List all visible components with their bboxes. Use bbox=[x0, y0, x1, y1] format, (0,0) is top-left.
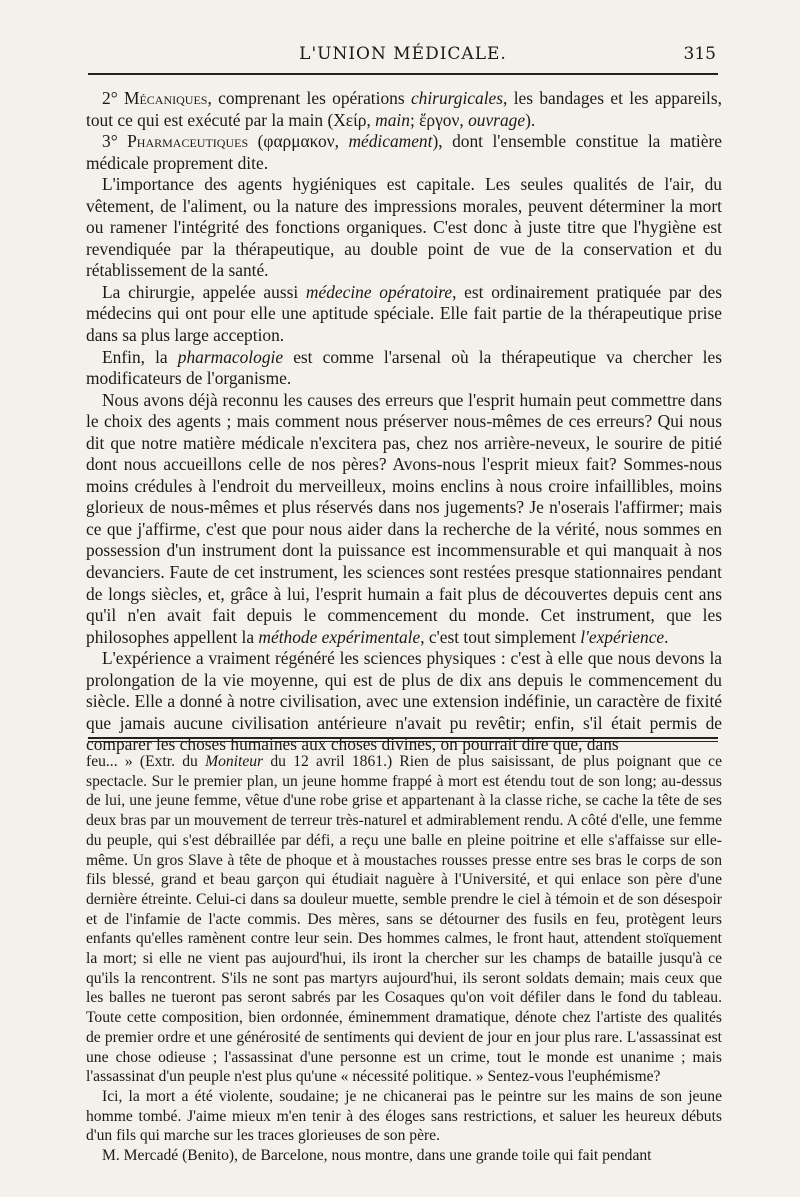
header-rule bbox=[88, 73, 718, 75]
paragraph-pharmaceutiques: 3° Pharmaceutiques (φαρμακον, médicament), dont l'ensemble constitue la matière médicale proprement dite. bbox=[86, 131, 722, 173]
page-number: 315 bbox=[683, 44, 716, 64]
paragraph-mecaniques: 2° Mécaniques, comprenant les opérations chirurgicales, les bandages et les appareils, tout ce qui est exécuté par la main (Χείρ, main; ἔργον, ouvrage). bbox=[86, 88, 722, 130]
running-title: L'UNION MÉDICALE. bbox=[299, 44, 507, 64]
footnote-paragraph: Ici, la mort a été violente, soudaine; je ne chicanerai pas le peintre sur les mains de son jeune homme tombé. J'aime mieux m'en tenir à des éloges sans restrictions, et saluer les heureux débuts d'un fils qui marche sur les traces glorieuses de son père. bbox=[86, 1087, 722, 1145]
item-heading: Mécaniques bbox=[123, 88, 208, 108]
paragraph-experience: L'expérience a vraiment régénéré les sciences physiques : c'est à elle que nous devons la prolongation de la vie moyenne, qui est de plus de dix ans depuis le commencement du siècle. Elle a donné à notre civilisation, avec une extension indéfinie, un caractère de fixité que jamais aucune civilisation antérieure n'avait pu revêtir; enfin, s'il était permis de comparer les choses humaines aux choses divines, on pourrait dire que, dans bbox=[86, 648, 722, 755]
footnote-rule bbox=[88, 737, 718, 742]
footnote-text bbox=[86, 752, 722, 1166]
footnote-paragraph: feu... » (Extr. du Moniteur du 12 avril 1861.) Rien de plus saisissant, de plus poignant que ce spectacle. Sur le premier plan, un jeune homme frappé à mort est étendu tout de son long; au-dessus de lui, une jeune femme, vêtue d'une robe grise et appartenant à la classe riche, se cache la tête de ses deux bras par un mouvement de terreur très-naturel et admirablement rendu. A côté d'elle, une femme du peuple, qui s'est débraillée par défi, a reçu une balle en pleine poitrine et elle s'affaisse sur elle-même. Un gros Slave à tête de phoque et à moustaches rousses presse entre ses bras le corps de son fils blessé, grand et beau garçon qui étudiait naguère à l'Université, et qui enlace son père d'une dernière étreinte. Celui-ci dans sa douleur muette, semble prendre le ciel à témoin et de son désespoir et de l'infamie de l'acte commis. Des mères, sans se détourner des fusils en feu, protègent leurs enfants qu'elles ramènent contre leur sein. Des hommes calmes, le front haut, attendent stoïquement la mort; si elle ne vient pas aujourd'hui, ils iront la chercher sur les champs de bataille jusqu'à ce qu'ils la rencontrent. S'ils ne sont pas martyrs aujourd'hui, ils seront soldats demain; mais ceux que les balles ne tueront pas seront sabrés par les Cosaques qu'on voit défiler dans le fond du tableau. Toute cette composition, bien ordonnée, éminemment dramatique, dénote chez l'artiste des qualités de premier ordre et une générosité de sentiments qui devient de jour en jour plus rare. L'assassinat est une chose odieuse ; l'assassinat d'une personne est un crime, tout le monde est unanime ; mais l'assassinat d'un peuple n'est plus qu'une « nécessité politique. » Sentez-vous l'euphémisme? bbox=[86, 753, 723, 1086]
paragraph-erreurs: Nous avons déjà reconnu les causes des erreurs que l'esprit humain peut commettre dans le choix des agents ; mais comment nous préserver nous-mêmes de ces erreurs? Qui nous dit que notre matière médicale n'excitera pas, chez nos arrière-neveux, le sourire de pitié dont nous accueillons celle de nos pères? Avons-nous l'esprit mieux fait? Sommes-nous moins crédules à l'endroit du merveilleux, moins enclins à nous croire infaillibles, moins glorieux de nous-mêmes et plus réservés dans nos jugements? Je n'oserais l'affirmer; mais ce que j'affirme, c'est que pour nous aider dans la recherche de la vérité, nous sommes en possession d'un instrument dont la puissance est incommensurable et qui manquait à nos devanciers. Faute de cet instrument, les sciences sont restées presque stationnaires pendant de longs siècles, et, grâce à lui, l'esprit humain a fait plus de découvertes depuis cent ans qu'il n'en avait fait depuis le commencement du monde. Cet instrument, que les philosophes appellent la méthode expérimentale, c'est tout simplement l'expérience. bbox=[86, 389, 722, 647]
item-heading: Pharmaceutiques bbox=[127, 131, 249, 152]
footnote-paragraph: M. Mercadé (Benito), de Barcelone, nous montre, dans une grande toile qui fait pendant bbox=[102, 1147, 652, 1165]
paragraph-chirurgie: La chirurgie, appelée aussi médecine opératoire, est ordinairement pratiquée par des médecins qui ont pour elle une aptitude spéciale. Elle fait partie de la thérapeutique prise dans sa plus large acception. bbox=[86, 281, 722, 346]
main-text bbox=[86, 88, 722, 756]
page-header bbox=[90, 40, 716, 70]
paragraph-pharmacologie: Enfin, la pharmacologie est comme l'arsenal où la thérapeutique va chercher les modificateurs de l'organisme. bbox=[86, 346, 722, 389]
paragraph-hygiene: L'importance des agents hygiéniques est capitale. Les seules qualités de l'air, du vêtement, de l'aliment, ou la nature des impressions morales, peuvent déterminer la mort ou ramener l'intégrité des fonctions organiques. C'est donc à juste titre que l'hygiène est revendiquée par la thérapeutique, au double point de vue de la conservation et du rétablissement de la santé. bbox=[86, 174, 722, 281]
